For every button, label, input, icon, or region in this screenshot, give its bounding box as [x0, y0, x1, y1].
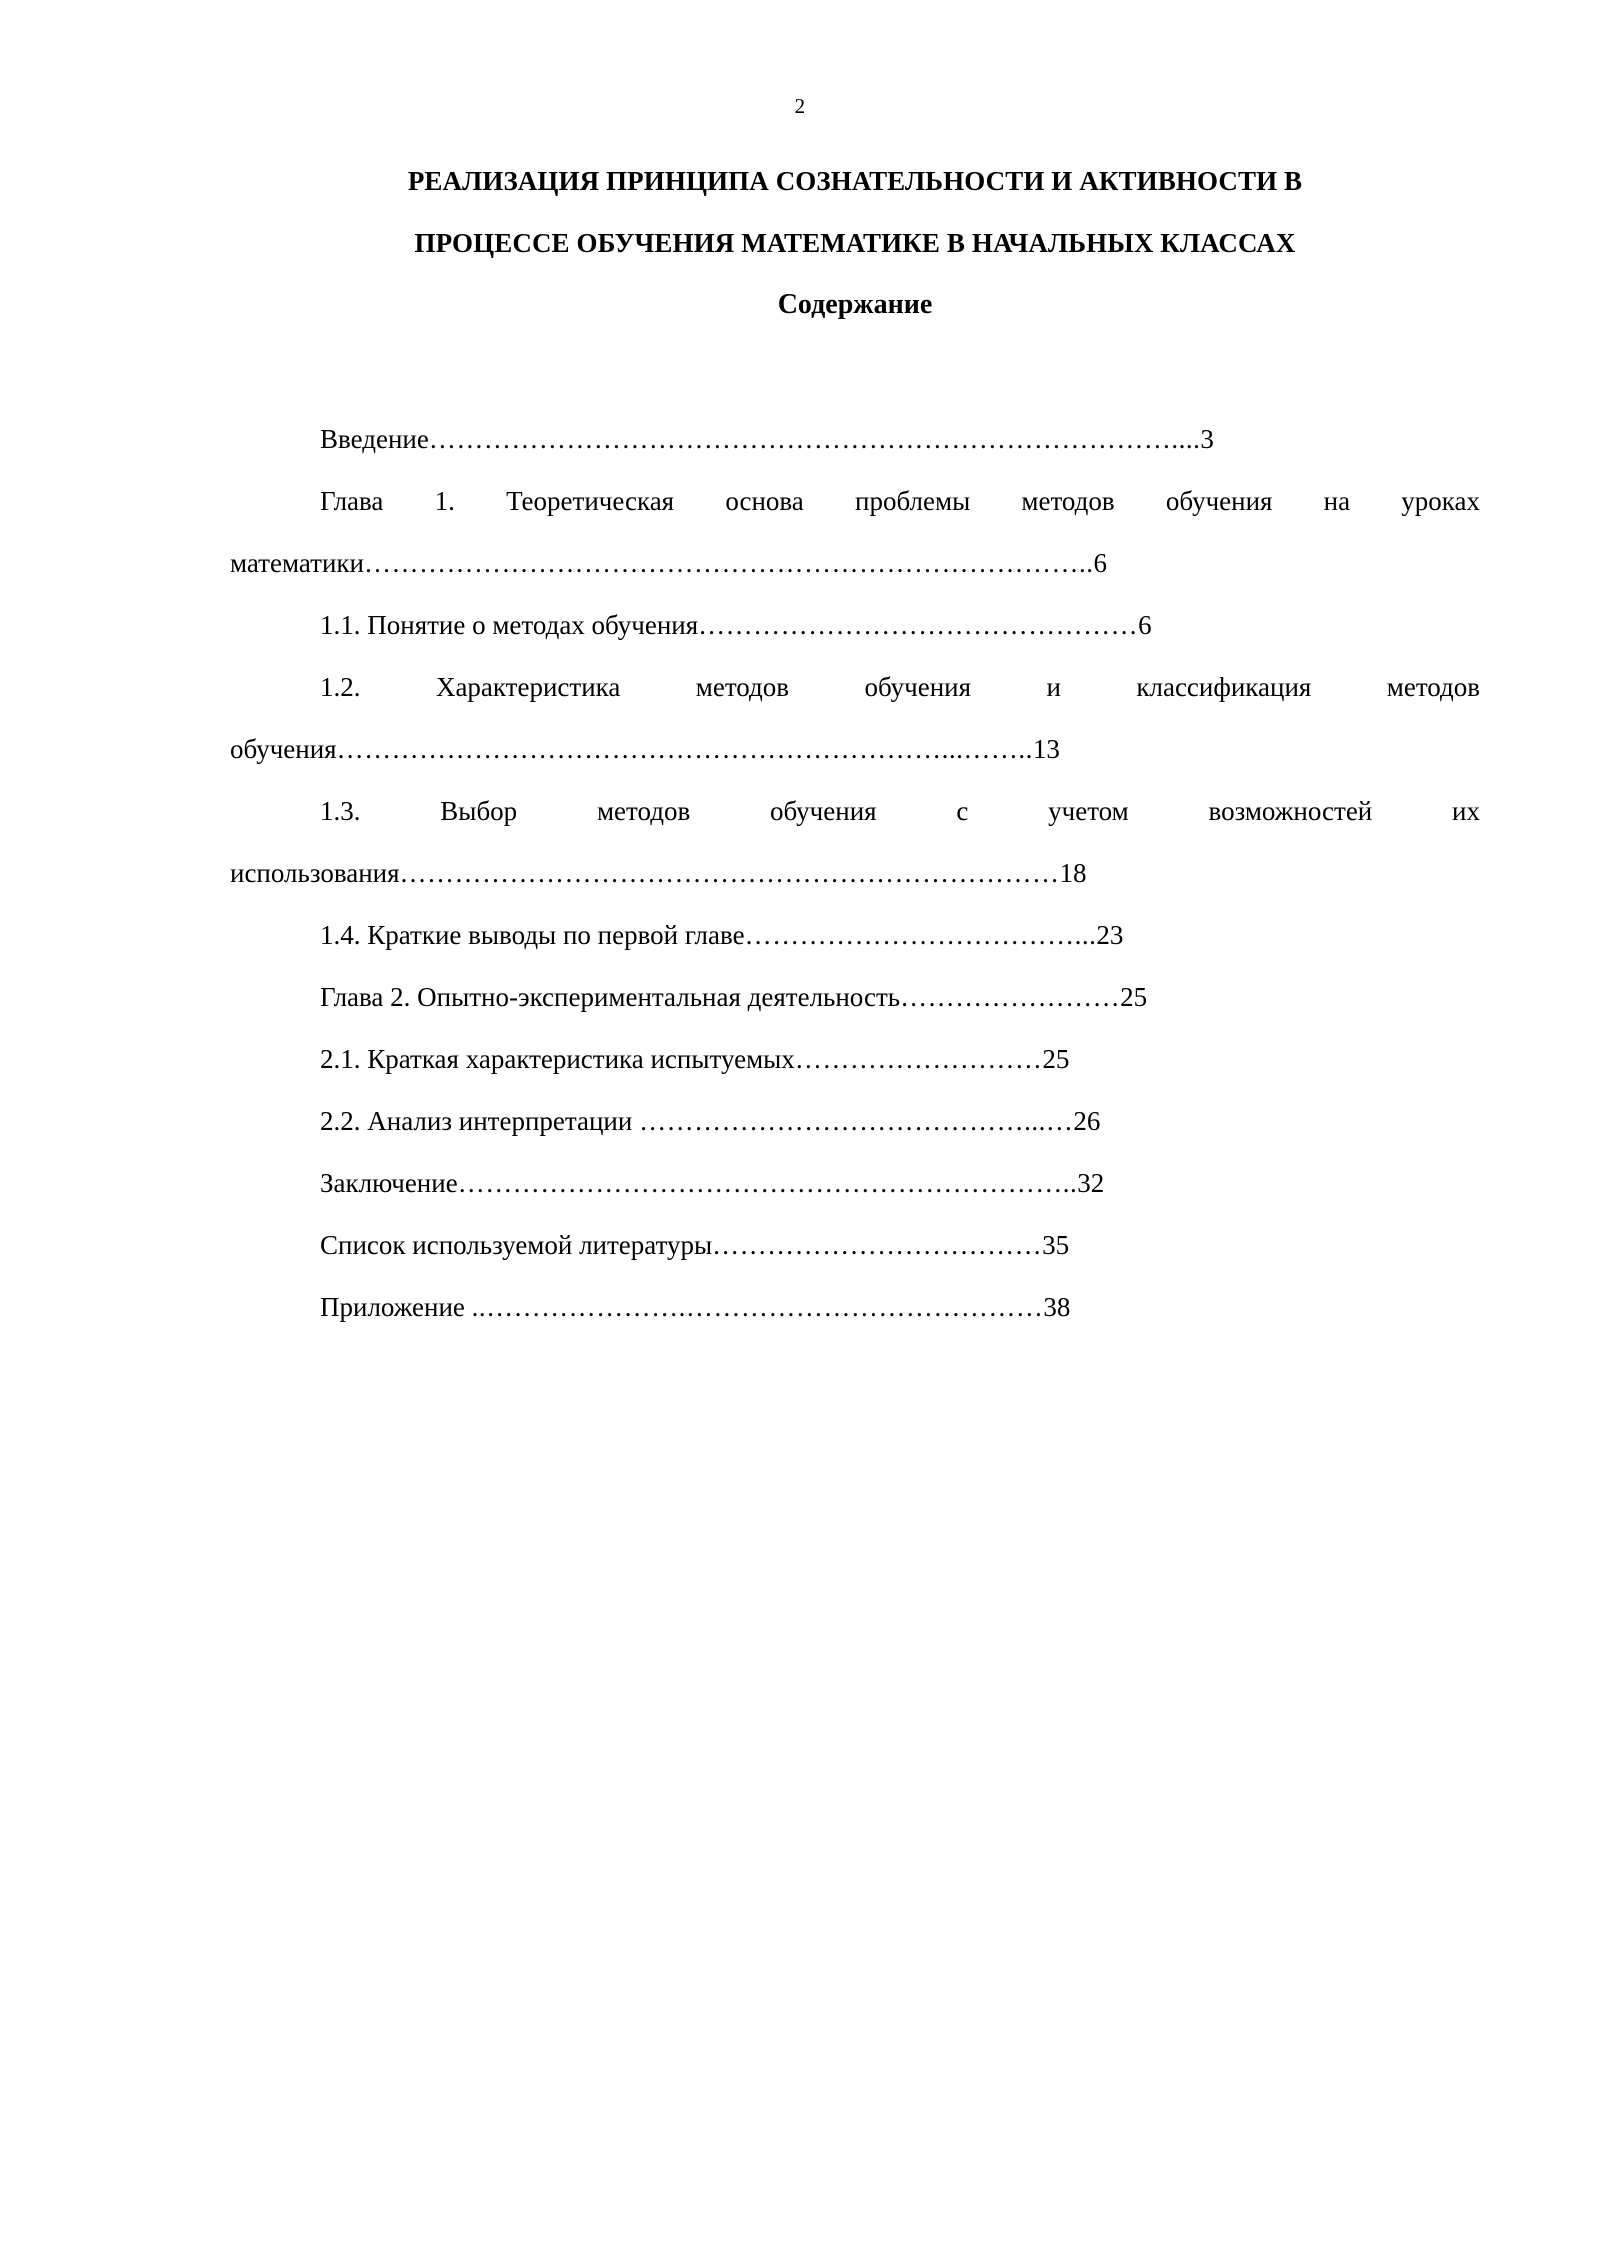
- toc-entry[interactable]: [230, 780, 1480, 904]
- toc-entry-label: 2.1. Краткая характеристика испытуемых: [320, 1044, 795, 1074]
- toc-entry[interactable]: [230, 656, 1480, 780]
- toc-entry[interactable]: [230, 594, 1480, 656]
- toc-entry-label: 1.2. Характеристика методов обучения и классификация методов обучения: [230, 672, 1480, 764]
- toc-entry[interactable]: [230, 1090, 1480, 1152]
- toc-entry-label: Заключение: [320, 1168, 458, 1198]
- toc-entry-label: 2.2. Анализ интерпретации: [320, 1106, 640, 1136]
- toc-leader: ………………………………: [712, 1230, 1043, 1260]
- toc-page-number: 38: [1043, 1292, 1071, 1322]
- toc-entry[interactable]: [230, 1152, 1480, 1214]
- document-title-line-1: РЕАЛИЗАЦИЯ ПРИНЦИПА СОЗНАТЕЛЬНОСТИ И АКТИВНОСТИ В: [407, 166, 1303, 196]
- toc-leader: ……………………………………………………………………..: [363, 548, 1094, 578]
- toc-page-number: 13: [1032, 734, 1060, 764]
- toc-page-number: 18: [1059, 858, 1087, 888]
- contents-spacer: [230, 336, 1480, 408]
- toc-leader: …………………………………………………………..: [457, 1168, 1078, 1198]
- toc-leader: …………………………………………: [698, 610, 1139, 640]
- document-title-line-2: ПРОЦЕССЕ ОБУЧЕНИЯ МАТЕМАТИКЕ В НАЧАЛЬНЫХ КЛАССАХ: [414, 228, 1296, 258]
- toc-page-number: 26: [1073, 1106, 1101, 1136]
- toc-entry-label: 1.3. Выбор методов обучения с учетом возможностей их использования: [230, 796, 1480, 888]
- toc-entry[interactable]: [230, 1276, 1480, 1338]
- document-title: [230, 150, 1480, 274]
- toc-entry-label: Глава 2. Опытно-экспериментальная деятельность: [320, 982, 901, 1012]
- toc-entry[interactable]: [230, 904, 1480, 966]
- table-of-contents: [230, 408, 1480, 1338]
- toc-page-number: 3: [1200, 424, 1214, 454]
- toc-leader: ………………………………………………………………………....: [428, 424, 1201, 454]
- toc-entry-label: Глава 1. Теоретическая основа проблемы методов обучения на уроках математики: [230, 486, 1480, 578]
- toc-leader: ………………………: [794, 1044, 1043, 1074]
- toc-leader: ..………………….…………………………………: [471, 1292, 1044, 1322]
- toc-entry[interactable]: [230, 470, 1480, 594]
- toc-entry[interactable]: [230, 408, 1480, 470]
- toc-leader: ……………………: [900, 982, 1121, 1012]
- page-number: 2: [794, 94, 806, 118]
- toc-page-number: 6: [1138, 610, 1152, 640]
- toc-entry-label: 1.1. Понятие о методах обучения: [320, 610, 699, 640]
- toc-leader: …………………………………………………………...……..: [336, 734, 1033, 764]
- toc-entry-label: 1.4. Краткие выводы по первой главе: [320, 920, 745, 950]
- toc-page-number: 23: [1096, 920, 1124, 950]
- toc-page-number: 25: [1120, 982, 1148, 1012]
- contents-heading: Содержание: [777, 289, 933, 320]
- toc-leader: ……………………………………...…: [639, 1106, 1074, 1136]
- toc-entry-label: Приложение: [320, 1292, 472, 1322]
- toc-entry[interactable]: [230, 1028, 1480, 1090]
- toc-page-number: 6: [1093, 548, 1107, 578]
- toc-leader: ………………………………...: [744, 920, 1097, 950]
- toc-entry[interactable]: [230, 1214, 1480, 1276]
- toc-page-number: 25: [1042, 1044, 1070, 1074]
- toc-page-number: 35: [1042, 1230, 1070, 1260]
- toc-entry-label: Список используемой литературы: [320, 1230, 713, 1260]
- toc-leader: ………………………………………………………………: [399, 858, 1060, 888]
- toc-entry[interactable]: [230, 966, 1480, 1028]
- page-content: [230, 150, 1480, 1338]
- toc-page-number: 32: [1077, 1168, 1105, 1198]
- toc-entry-label: Введение: [320, 424, 429, 454]
